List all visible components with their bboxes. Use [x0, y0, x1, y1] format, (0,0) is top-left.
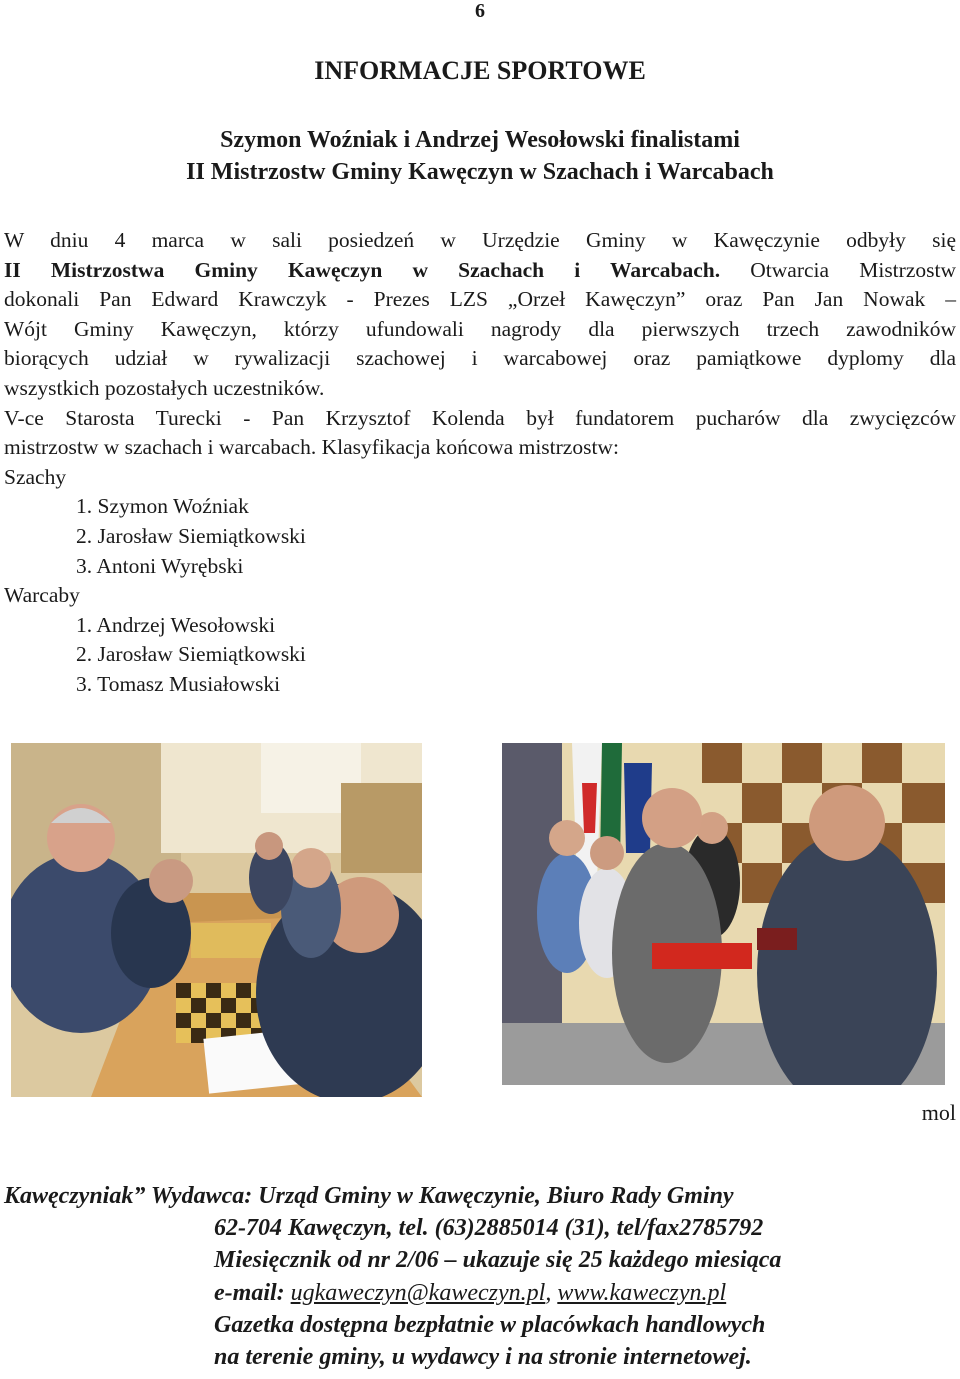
article-line: biorących udział w rywalizacji szachowej i warcabowej oraz pamiątkowe dyplomy dla: [4, 346, 956, 371]
headline-line-1: Szymon Woźniak i Andrzej Wesołowski finalistami: [220, 127, 740, 153]
chess-place: 1. Szymon Woźniak: [76, 494, 249, 519]
chess-standings: [4, 492, 956, 581]
chess-place: 3. Antoni Wyrębski: [76, 553, 244, 578]
section-title: INFORMACJE SPORTOWE: [314, 56, 646, 85]
footer-line: na terenie gminy, u wydawcy i na stronie internetowej.: [214, 1344, 752, 1371]
article-line: Wójt Gminy Kawęczyn, którzy ufundowali nagrody dla pierwszych trzech zawodników: [4, 316, 956, 341]
event-name: II Mistrzostwa Gminy Kawęczyn w Szachach i Warcabach.: [4, 257, 721, 282]
article-headline: [0, 124, 960, 188]
article-line: W dniu 4 marca w sali posiedzeń w Urzędzie Gminy w Kawęczynie odbyły się: [4, 228, 956, 252]
draughts-heading: Warcaby: [4, 583, 80, 608]
article-line: dokonali Pan Edward Krawczyk - Prezes LZS „Orzeł Kawęczyn” oraz Pan Jan Nowak –: [4, 287, 956, 312]
article-body: [4, 226, 956, 700]
draughts-place: 3. Tomasz Musiałowski: [76, 671, 281, 696]
article-line: [4, 256, 956, 286]
link-separator: ,: [545, 1279, 558, 1306]
article-line: V-ce Starosta Turecki - Pan Krzysztof Kolenda był fundatorem pucharów dla zwycięzców: [4, 405, 956, 430]
chess-place: 2. Jarosław Siemiątkowski: [76, 523, 306, 548]
footer-line: Gazetka dostępna bezpłatnie w placówkach handlowych: [214, 1311, 766, 1338]
chess-heading: Szachy: [4, 464, 67, 489]
publisher-footer: [4, 1180, 956, 1373]
draughts-standings: [4, 611, 956, 700]
website-link[interactable]: www.kaweczyn.pl: [557, 1279, 727, 1306]
headline-line-2: II Mistrzostw Gminy Kawęczyn w Szachach i Warcabach: [186, 159, 774, 185]
chess-tournament-photo: [11, 743, 422, 1097]
email-label: e-mail:: [214, 1279, 291, 1306]
article-line: wszystkich pozostałych uczestników.: [4, 375, 325, 400]
page-number: 6: [475, 0, 485, 22]
footer-line: Miesięcznik od nr 2/06 – ukazuje się 25 każdego miesiąca: [214, 1247, 782, 1274]
footer-contact: [4, 1277, 956, 1309]
author-signature: mol: [921, 1100, 956, 1125]
footer-line: Kawęczyniak” Wydawca: Urząd Gminy w Kawęczynie, Biuro Rady Gminy: [4, 1183, 734, 1209]
draughts-place: 2. Jarosław Siemiątkowski: [76, 642, 306, 667]
article-text: Otwarcia Mistrzostw: [720, 257, 956, 282]
award-ceremony-photo: [502, 743, 945, 1085]
footer-line: 62-704 Kawęczyn, tel. (63)2885014 (31), tel/fax2785792: [214, 1215, 764, 1242]
email-link[interactable]: ugkaweczyn@kaweczyn.pl: [290, 1279, 546, 1306]
article-line: mistrzostw w szachach i warcabach. Klasyfikacja końcowa mistrzostw:: [4, 435, 619, 460]
draughts-place: 1. Andrzej Wesołowski: [76, 612, 276, 637]
